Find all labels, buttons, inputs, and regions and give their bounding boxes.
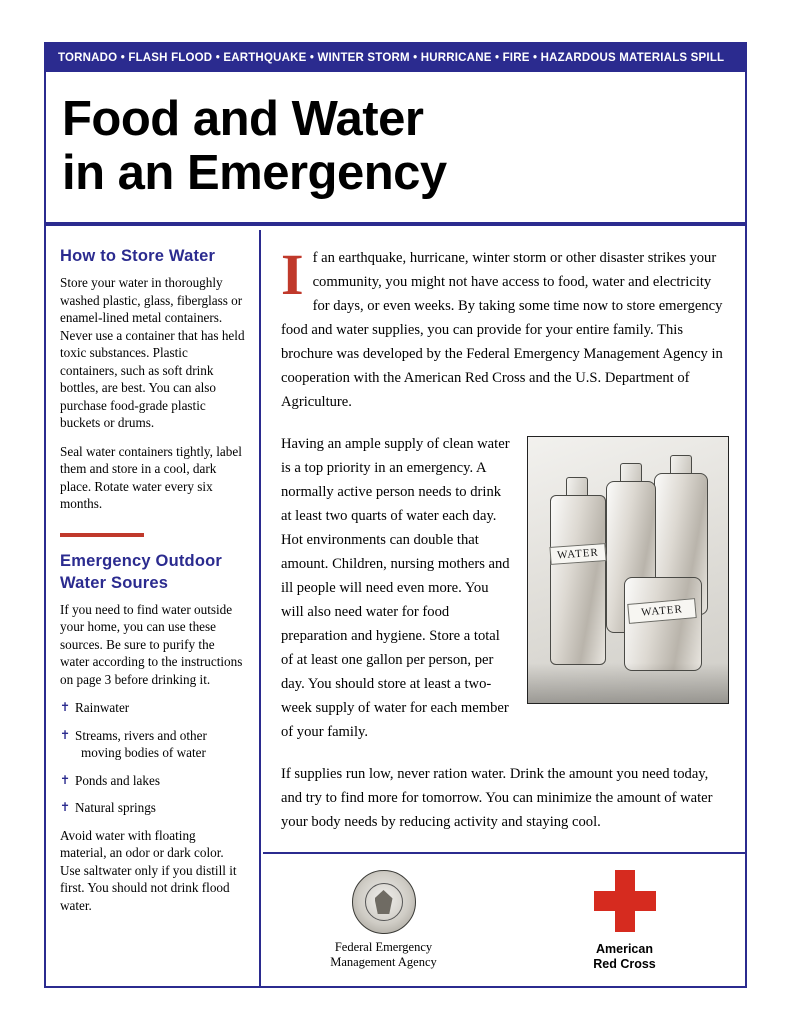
list-item: [60, 772, 245, 790]
main-paragraph-2: Having an ample supply of clean water is a top priority in an emergency. A normally active person needs to drink at least two quarts of water each day. Hot environments can double that amount. Children, nursing mothers and ill people will need even more. You will also need water for food preparation and hygiene. Store a total of at least one gallon per person, per day. You should store at least a two-week supply of water for each member of your family.: [281, 436, 510, 740]
jug-label-1: WATER: [549, 543, 606, 565]
dagger-icon: ✝: [60, 700, 71, 714]
red-cross-icon: [594, 870, 656, 932]
list-item: [60, 727, 245, 762]
main-paragraph-3: If supplies run low, never ration water. Drink the amount you need today, and try to find more for tomorrow. You can minimize the amount of water your body needs by reducing activity and staying cool.: [281, 766, 713, 830]
title-block: [46, 76, 745, 226]
list-item: [60, 699, 245, 717]
list-item-label: Ponds and lakes: [75, 772, 160, 788]
fema-caption-line1: Federal Emergency: [334, 940, 433, 954]
sidebar-paragraph-4: Avoid water with floating material, an odor or dark color. Use saltwater only if you distill it first. You should not drink flood water.: [60, 827, 237, 913]
dagger-icon: ✝: [60, 727, 71, 742]
sidebar-heading-outdoor-sources-line1: Emergency Outdoor: [60, 551, 223, 570]
sidebar-heading-store-water: How to Store Water: [60, 247, 216, 265]
list-item-label: Rainwater: [75, 700, 130, 715]
sidebar-heading-outdoor-sources-line2: Water Soures: [60, 573, 169, 592]
dagger-icon: ✝: [60, 800, 71, 814]
jug-label-2: WATER: [627, 598, 696, 624]
list-item: [60, 799, 245, 817]
dagger-icon: ✝: [60, 772, 71, 787]
hazard-banner-text: TORNADO • FLASH FLOOD • EARTHQUAKE • WINTER STORM • HURRICANE • FIRE • HAZARDOUS MATERIALS SPILL: [58, 52, 725, 64]
red-cross-bar-vertical: [615, 870, 635, 932]
page-title-line2: in an Emergency: [62, 146, 447, 200]
list-item-label-continued: moving bodies of water: [81, 745, 206, 760]
footer-logos: [263, 852, 745, 988]
section-divider-rule: [60, 533, 144, 537]
fema-logo-block: [284, 870, 484, 970]
red-cross-logo-block: [525, 870, 725, 972]
sidebar-paragraph-2: Seal water containers tightly, label them and store in a cool, dark place. Rotate water every six months.: [60, 443, 242, 511]
illustration-shading: [528, 663, 728, 703]
water-jug-icon: [550, 495, 606, 665]
main-paragraph-1-wrapper: [281, 242, 729, 414]
water-source-list: [60, 699, 245, 817]
federal-seal-icon: [352, 870, 416, 934]
water-jar-icon: [624, 577, 702, 671]
sidebar: [46, 230, 261, 988]
water-containers-illustration: [527, 436, 729, 704]
sidebar-paragraph-3: If you need to find water outside your home, you can use these sources. Be sure to purify the water according to the instructions on page 3 before drinking it.: [60, 601, 243, 687]
sidebar-paragraph-1: Store your water in thoroughly washed plastic, glass, fiberglass or enamel-lined metal containers. Never use a container that has held toxic substances. Plastic containers, such as soft drink bottles, are best. You can also purchase food-grade plastic buckets or drums.: [60, 275, 245, 430]
main-paragraph-1: f an earthquake, hurricane, winter storm or other disaster strikes your community, you might not have access to food, water and electricity for days, or even weeks. By taking some time now to store emergency food and water supplies, you can provide for your entire family. This brochure was developed by the Federal Emergency Management Agency in cooperation with the American Red Cross and the U.S. Department of Agriculture.: [281, 250, 723, 410]
red-cross-caption-line1: American: [596, 942, 653, 956]
hazard-banner: [46, 44, 745, 72]
red-cross-caption-line2: Red Cross: [593, 957, 656, 971]
list-item-label: Streams, rivers and other: [75, 727, 207, 743]
page-title-line1: Food and Water: [62, 92, 424, 146]
drop-cap: I: [281, 242, 304, 307]
fema-caption-line2: Management Agency: [330, 955, 437, 969]
list-item-label: Natural springs: [75, 800, 156, 815]
